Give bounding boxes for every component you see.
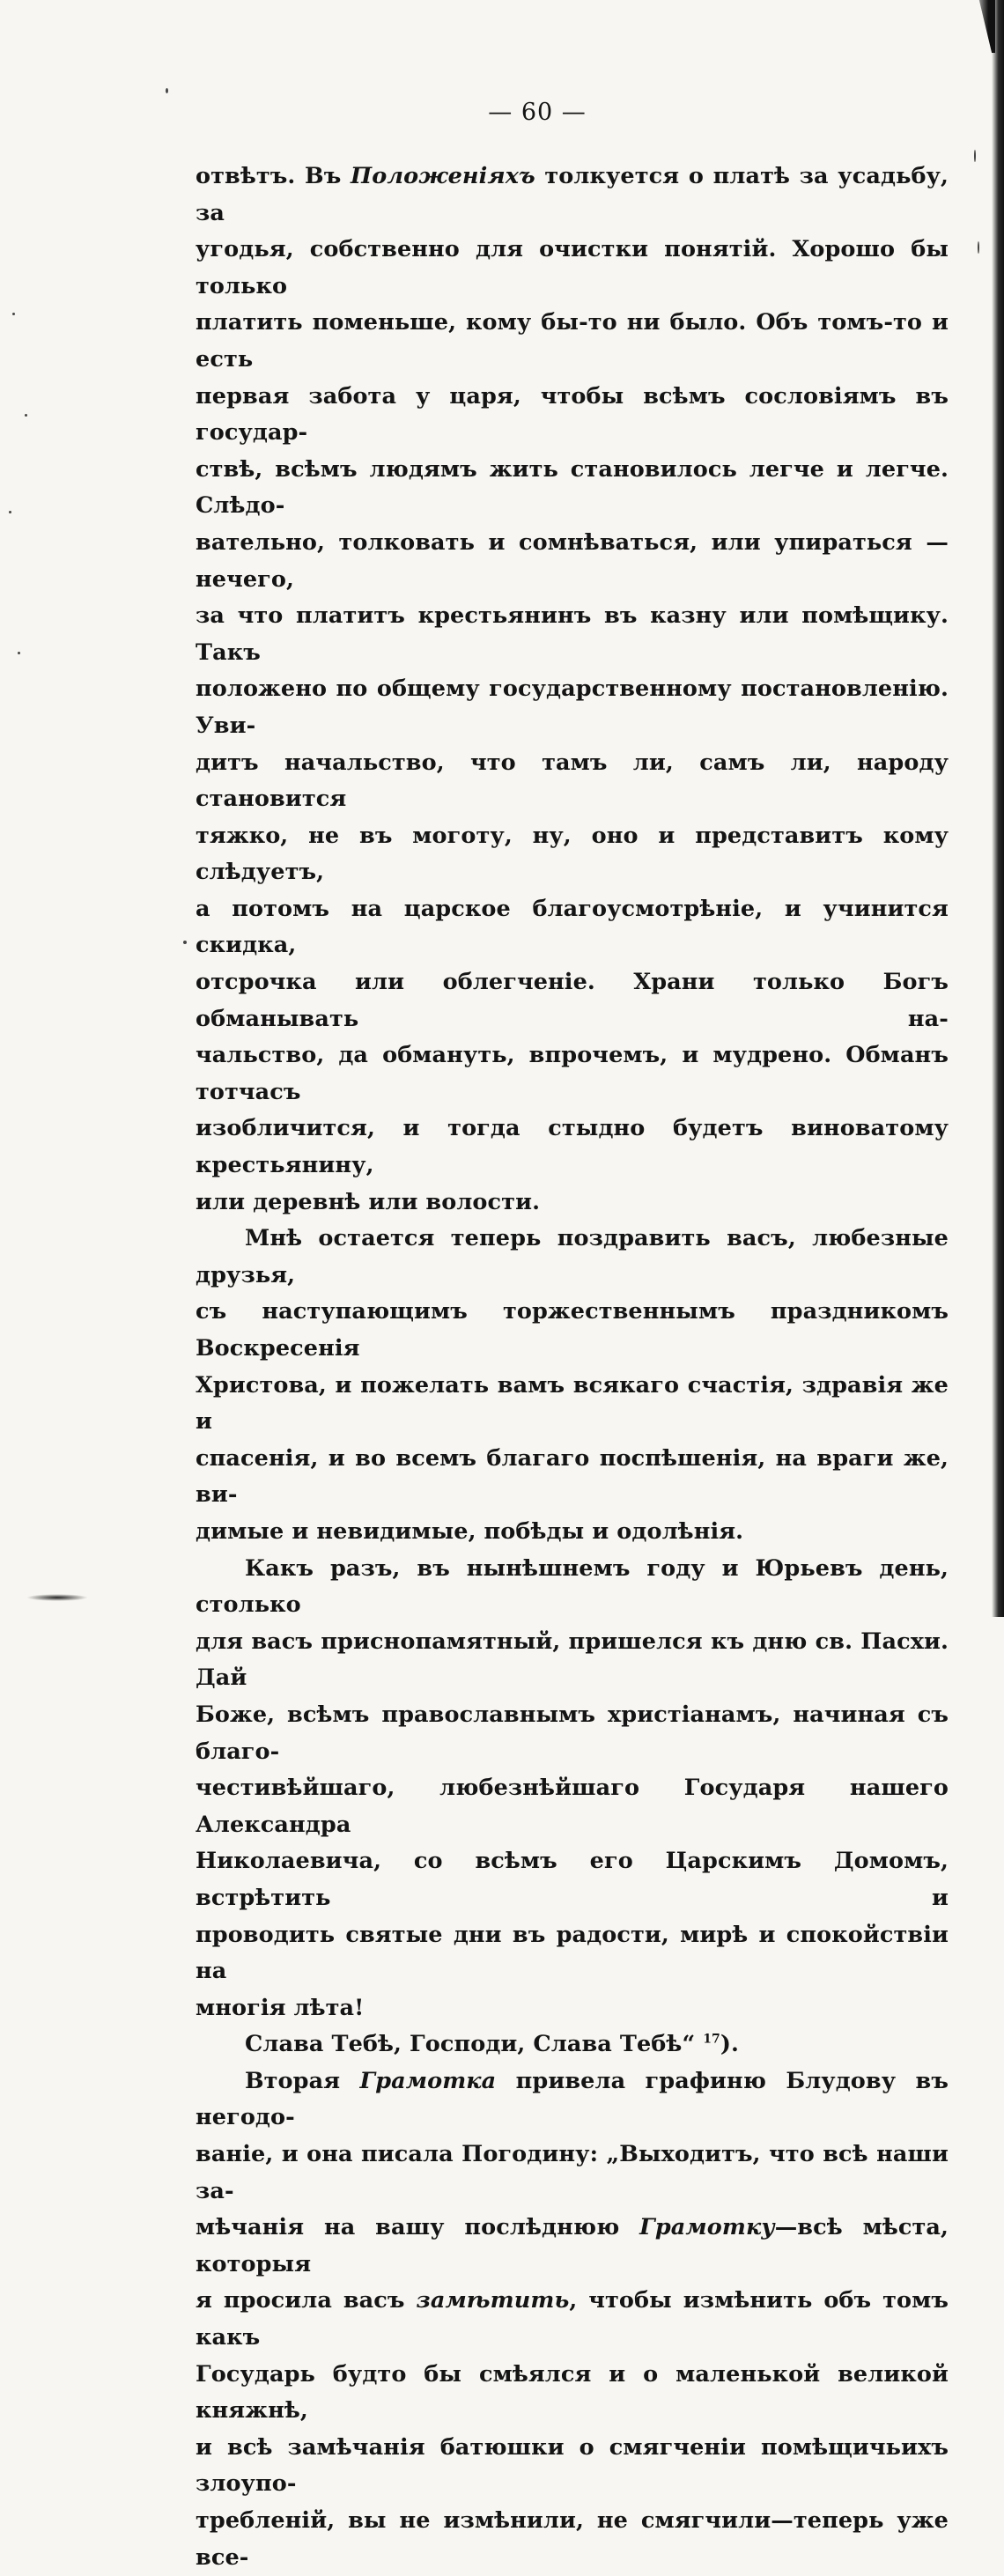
- text-line: [196, 2357, 949, 2430]
- text-line: [196, 1624, 949, 1697]
- text-run: толкуется о платѣ за усадьбу, за: [196, 163, 949, 226]
- text-line: [196, 1037, 949, 1111]
- scan-speck: [974, 150, 976, 162]
- text-run: съ наступающимъ торжественнымъ праздникомъ Воскресенія: [196, 1298, 949, 1362]
- text-line: [196, 232, 949, 305]
- text-line: [196, 1697, 949, 1770]
- text-line: [196, 964, 949, 1037]
- scan-smudge: [26, 1594, 88, 1601]
- text-run: угодья, собственно для очистки понятій. Хорошо бы только: [196, 236, 949, 299]
- page-edge-shadow-top: [972, 0, 995, 53]
- text-run: первая забота у царя, чтобы всѣмъ сословіямъ въ государ-: [196, 382, 949, 447]
- italic-title: Грамотку: [639, 2214, 775, 2241]
- italic-title: Положеніяхъ: [351, 163, 535, 189]
- text-line: [196, 159, 949, 232]
- text-line: [196, 1441, 949, 1514]
- text-line: [196, 2026, 949, 2063]
- text-line: [196, 891, 949, 964]
- text-run: Вторая: [245, 2067, 360, 2094]
- text-line: [196, 2210, 949, 2283]
- text-run: спасенія, и во всемъ благаго поспѣшенія, на враги же, ви-: [196, 1444, 949, 1509]
- text-line: [196, 671, 949, 744]
- body-text: [196, 159, 949, 2576]
- text-run: Государь будто бы смѣялся и о маленькой великой княжнѣ,: [196, 2360, 949, 2425]
- text-run: положено по общему государственному постановленію. Уви-: [196, 675, 949, 739]
- page-edge-shadow: [992, 0, 1004, 1617]
- text-line: [196, 818, 949, 891]
- scan-speck: [12, 313, 15, 315]
- text-line: [196, 1514, 949, 1551]
- text-run: , чтобы измѣнить объ томъ какъ: [196, 2287, 949, 2351]
- text-run: ).: [720, 2031, 740, 2058]
- text-run: или деревнѣ или волости.: [196, 1188, 541, 1215]
- text-run: за что платитъ крестьянинъ въ казну или помѣщику. Такъ: [196, 602, 949, 666]
- text-run: вательно, толковать и сомнѣваться, или упираться — нечего,: [196, 528, 949, 593]
- text-run: ствѣ, всѣмъ людямъ жить становилось легче и легче. Слѣдо-: [196, 455, 949, 520]
- text-line: [196, 2137, 949, 2210]
- italic-title: замѣтить: [416, 2287, 570, 2314]
- text-run: требленій, вы не измѣнили, не смягчили—теперь уже все-: [196, 2507, 949, 2571]
- text-line: [196, 305, 949, 378]
- text-run: отвѣтъ. Въ: [196, 163, 351, 189]
- text-line: [196, 2430, 949, 2503]
- scan-speck: [166, 88, 168, 93]
- footnote-ref: 17: [703, 2032, 720, 2047]
- text-line: [196, 2063, 949, 2137]
- text-line: [196, 1221, 949, 1294]
- text-line: [196, 1185, 949, 1222]
- text-run: Боже, всѣмъ православнымъ христіанамъ, начиная съ благо-: [196, 1701, 949, 1765]
- text-run: многія лѣта!: [196, 1994, 365, 2021]
- page-number: — 60 —: [488, 99, 587, 126]
- text-run: и всѣ замѣчанія батюшки о смягченіи помѣщичьихъ злоупо-: [196, 2433, 949, 2498]
- text-line: [196, 598, 949, 671]
- text-run: платить поменьше, кому бы-то ни было. Объ томъ-то и есть: [196, 309, 949, 373]
- text-run: Какъ разъ, въ нынѣшнемъ году и Юрьевъ день, столько: [196, 1554, 949, 1619]
- text-line: [196, 379, 949, 452]
- text-run: ваніе, и она писала Погодину: „Выходитъ, что всѣ наши за-: [196, 2141, 949, 2204]
- text-run: чальство, да обмануть, впрочемъ, и мудрено. Обманъ тотчасъ: [196, 1042, 949, 1105]
- text-line: [196, 1111, 949, 1184]
- italic-title: Грамотка: [359, 2067, 497, 2094]
- text-line: [196, 1990, 949, 2027]
- text-line: [196, 452, 949, 525]
- text-run: дитъ начальство, что тамъ ли, самъ ли, народу становится: [196, 749, 949, 813]
- text-run: а потомъ на царское благоусмотрѣніе, и учинится скидка,: [196, 895, 949, 959]
- text-run: честивѣйшаго, любезнѣйшаго Государя нашего Александра: [196, 1775, 949, 1838]
- text-line: [196, 2503, 949, 2576]
- text-run: —всѣ мѣста, которыя: [196, 2214, 949, 2277]
- text-line: [196, 1368, 949, 1441]
- scan-speck: [9, 511, 11, 513]
- text-run: привела графиню Блудову въ негодо-: [196, 2067, 949, 2131]
- text-line: [196, 2283, 949, 2356]
- text-run: димые и невидимые, побѣды и одолѣнія.: [196, 1517, 744, 1545]
- text-run: Николаевича, со всѣмъ его Царскимъ Домомъ, встрѣтить и: [196, 1848, 949, 1911]
- scan-speck: [978, 241, 979, 254]
- text-line: [196, 1294, 949, 1367]
- text-run: отсрочка или облегченіе. Храни только Богъ обманывать на-: [196, 969, 949, 1032]
- text-run: проводить святые дни въ радости, мирѣ и спокойствіи на: [196, 1921, 949, 1985]
- text-run: Мнѣ остается теперь поздравить васъ, любезные друзья,: [196, 1225, 949, 1288]
- scan-speck: [183, 941, 187, 944]
- text-line: [196, 745, 949, 818]
- text-run: мѣчанія на вашу послѣднюю: [196, 2214, 640, 2241]
- text-run: Слава Тебѣ, Господи, Слава Тебѣ“: [245, 2031, 704, 2058]
- scan-speck: [18, 652, 20, 654]
- text-run: тяжко, не въ моготу, ну, оно и представитъ кому слѣдуетъ,: [196, 822, 949, 886]
- text-line: [196, 1551, 949, 1624]
- text-run: для васъ приснопамятный, пришелся къ дню св. Пасхи. Дай: [196, 1628, 949, 1692]
- text-run: изобличится, и тогда стыдно будетъ виноватому крестьянину,: [196, 1115, 949, 1179]
- text-run: я просила васъ: [196, 2287, 417, 2314]
- text-run: Христова, и пожелать вамъ всякаго счастія, здравія же и: [196, 1371, 949, 1436]
- text-line: [196, 1917, 949, 1990]
- scan-speck: [25, 414, 27, 417]
- text-line: [196, 1843, 949, 1916]
- text-line: [196, 1770, 949, 1843]
- text-line: [196, 525, 949, 598]
